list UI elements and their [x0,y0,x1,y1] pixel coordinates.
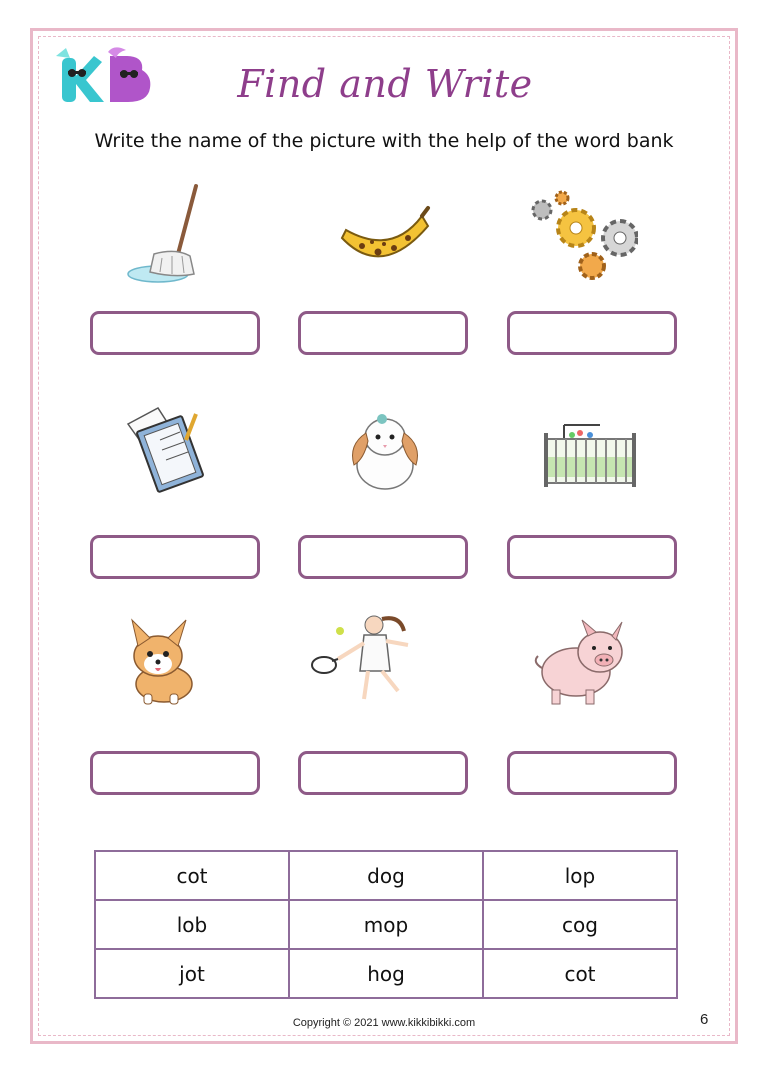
word-bank-row [95,900,677,949]
word-bank-cell: mop [289,900,483,949]
answer-box-8[interactable] [298,751,468,795]
word-bank-cell: dog [289,851,483,900]
lop-rabbit-icon [330,395,440,505]
word-bank-cell: lop [483,851,677,900]
rotten-banana-icon [332,190,442,300]
mop-icon [120,180,230,290]
instruction-text: Write the name of the picture with the help of the word bank [94,130,674,152]
pig-icon [530,612,640,722]
word-bank-cell: cog [483,900,677,949]
answer-box-5[interactable] [298,535,468,579]
gears-icon [528,186,638,296]
page-number: 6 [700,1011,709,1028]
word-bank-table [94,850,678,999]
answer-box-4[interactable] [90,535,260,579]
answer-box-3[interactable] [507,311,677,355]
word-bank-cell: cot [483,949,677,998]
worksheet-title: Find and Write [237,62,533,106]
answer-box-2[interactable] [298,311,468,355]
answer-box-1[interactable] [90,311,260,355]
word-bank-cell: jot [95,949,289,998]
tennis-player-icon [310,605,420,715]
word-bank-row [95,851,677,900]
copyright-text: Copyright © 2021 www.kikkibikki.com [292,1017,476,1029]
answer-box-7[interactable] [90,751,260,795]
answer-box-9[interactable] [507,751,677,795]
word-bank-cell: lob [95,900,289,949]
word-bank-cell: hog [289,949,483,998]
kb-logo [52,46,162,106]
word-bank-row [95,949,677,998]
notepad-jotting-icon [118,400,228,510]
answer-box-6[interactable] [507,535,677,579]
word-bank-cell: cot [95,851,289,900]
dog-icon [108,612,218,722]
crib-cot-icon [540,415,650,525]
